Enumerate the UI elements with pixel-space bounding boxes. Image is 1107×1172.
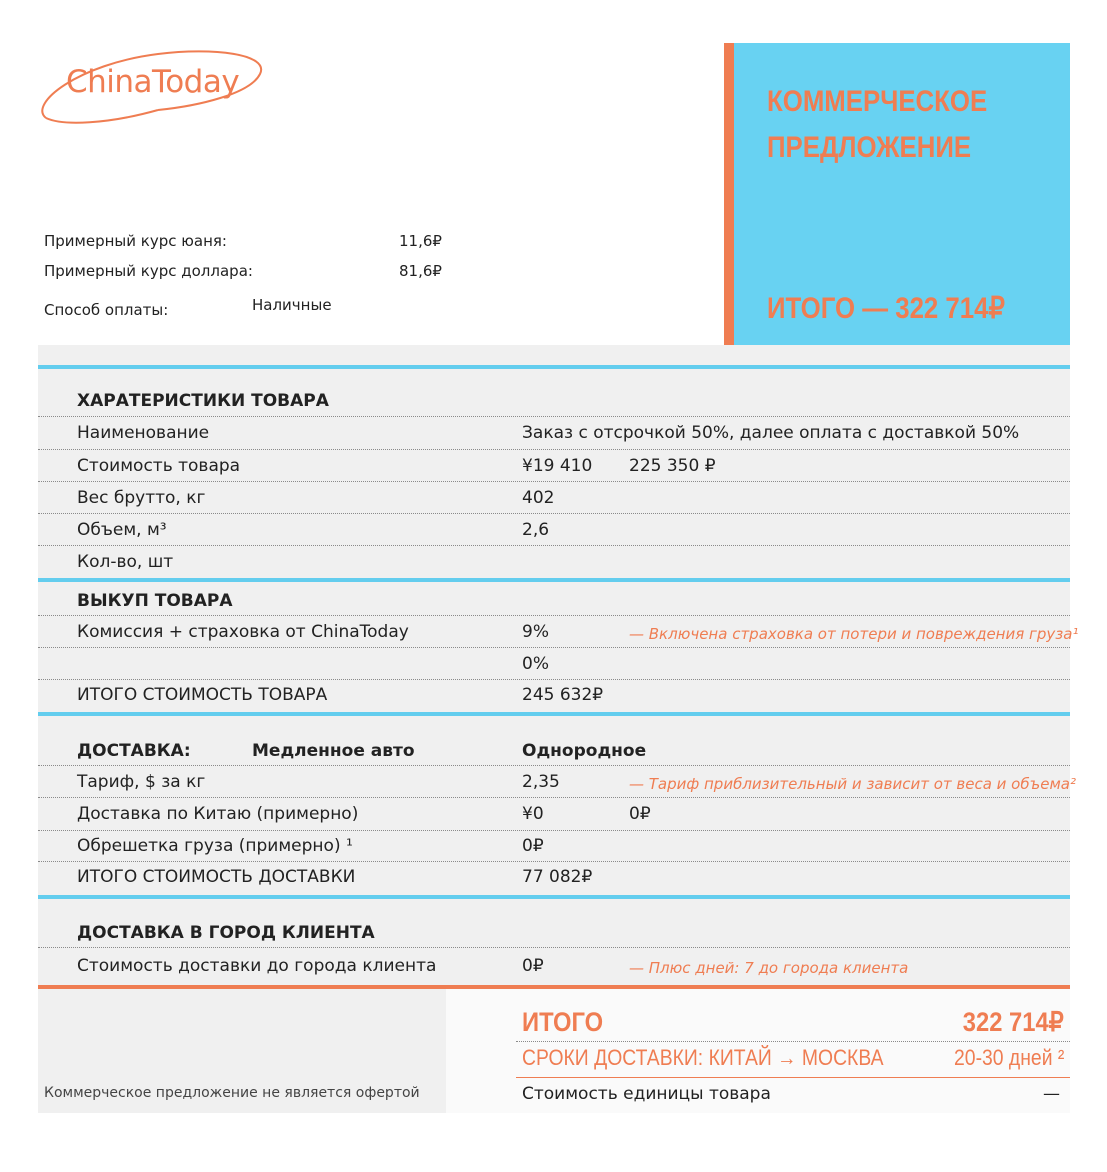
unit-cost-label: Стоимость единицы товара (522, 1084, 771, 1104)
extra-fee-value: 0% (522, 654, 549, 674)
grand-total-label: ИТОГО (522, 1007, 604, 1037)
divider (38, 895, 1070, 899)
yuan-rate-label: Примерный курс юаня: (44, 232, 227, 250)
row-separator (38, 830, 1070, 831)
quantity-label: Кол-во, шт (77, 552, 174, 572)
delivery-method: Медленное авто (252, 741, 415, 761)
row-separator (38, 797, 1070, 798)
row-separator (516, 1077, 1070, 1078)
insurance-note: — Включена страховка от потери и повреждения груза¹ (629, 625, 1079, 643)
disclaimer: Коммерческое предложение не является офертой (44, 1085, 420, 1101)
cargo-type: Однородное (522, 741, 647, 761)
delivery-terms-label: СРОКИ ДОСТАВКИ: КИТАЙ → МОСКВА (522, 1045, 884, 1070)
city-delivery-value: 0₽ (522, 956, 544, 976)
yuan-rate-row (44, 232, 464, 254)
row-separator (38, 647, 1070, 648)
commission-label: Комиссия + страховка от ChinaToday (77, 622, 409, 642)
crating-value: 0₽ (522, 836, 544, 856)
usd-rate-value: 81,6₽ (399, 262, 442, 280)
row-separator (38, 449, 1070, 450)
row-separator (38, 545, 1070, 546)
product-name-value: Заказ с отсрочкой 50%, далее оплата с доставкой 50% (522, 423, 1020, 443)
crating-label: Обрешетка груза (примерно) ¹ (77, 836, 353, 856)
payment-method-value: Наличные (252, 296, 332, 314)
company-logo (38, 44, 268, 128)
delivery-total-label: ИТОГО СТОИМОСТЬ ДОСТАВКИ (77, 867, 356, 887)
city-delivery-heading: ДОСТАВКА В ГОРОД КЛИЕНТА (77, 923, 375, 943)
row-separator (38, 481, 1070, 482)
volume-label: Объем, м³ (77, 520, 167, 540)
offer-title-line1: КОММЕРЧЕСКОЕ (767, 85, 988, 118)
product-cost-rub: 225 350 ₽ (629, 456, 716, 476)
usd-rate-row (44, 262, 464, 284)
china-delivery-rub: 0₽ (629, 804, 651, 824)
product-cost-label: Стоимость товара (77, 456, 241, 476)
offer-title-line2: ПРЕДЛОЖЕНИЕ (767, 131, 972, 164)
yuan-rate-value: 11,6₽ (399, 232, 442, 250)
hero-total: ИТОГО — 322 714₽ (767, 292, 1005, 325)
row-separator (38, 615, 1070, 616)
china-delivery-label: Доставка по Китаю (примерно) (77, 804, 359, 824)
row-separator (38, 947, 1070, 948)
usd-rate-label: Примерный курс доллара: (44, 262, 253, 280)
row-separator (38, 765, 1070, 766)
product-total-label: ИТОГО СТОИМОСТЬ ТОВАРА (77, 685, 328, 705)
delivery-total-value: 77 082₽ (522, 867, 593, 887)
row-separator (516, 1041, 1070, 1042)
row-separator (38, 416, 1070, 417)
logo-wordmark: ChinaToday (66, 64, 240, 100)
product-section-heading: ХАРАТЕРИСТИКИ ТОВАРА (77, 391, 329, 411)
product-name-label: Наименование (77, 423, 210, 443)
divider (38, 712, 1070, 716)
payment-method-label: Способ оплаты: (44, 301, 169, 319)
tariff-note: — Тариф приблизительный и зависит от веса и объема² (629, 775, 1076, 793)
row-separator (38, 861, 1070, 862)
tariff-value: 2,35 (522, 772, 560, 792)
tariff-label: Тариф, $ за кг (77, 772, 206, 792)
buyout-section-heading: ВЫКУП ТОВАРА (77, 591, 233, 611)
city-delivery-label: Стоимость доставки до города клиента (77, 956, 437, 976)
delivery-terms-value: 20-30 дней ² (953, 1045, 1064, 1070)
offer-hero (724, 43, 1070, 345)
summary-divider (38, 985, 1070, 989)
unit-cost-value: — (1043, 1084, 1060, 1104)
city-delivery-note: — Плюс дней: 7 до города клиента (629, 959, 909, 977)
divider (38, 578, 1070, 582)
product-total-value: 245 632₽ (522, 685, 604, 705)
gross-weight-label: Вес брутто, кг (77, 488, 206, 508)
payment-method-row (44, 298, 464, 320)
row-separator (38, 679, 1070, 680)
grand-total-value: 322 714₽ (962, 1007, 1064, 1037)
delivery-section-heading: ДОСТАВКА: (77, 741, 191, 761)
offer-title (767, 79, 1077, 171)
gross-weight-value: 402 (522, 488, 555, 508)
row-separator (38, 513, 1070, 514)
volume-value: 2,6 (522, 520, 550, 540)
divider (38, 365, 1070, 369)
china-delivery-yuan: ¥0 (522, 804, 544, 824)
commission-value: 9% (522, 622, 549, 642)
offer-details-panel (38, 345, 1079, 1113)
product-cost-yuan: ¥19 410 (522, 456, 593, 476)
